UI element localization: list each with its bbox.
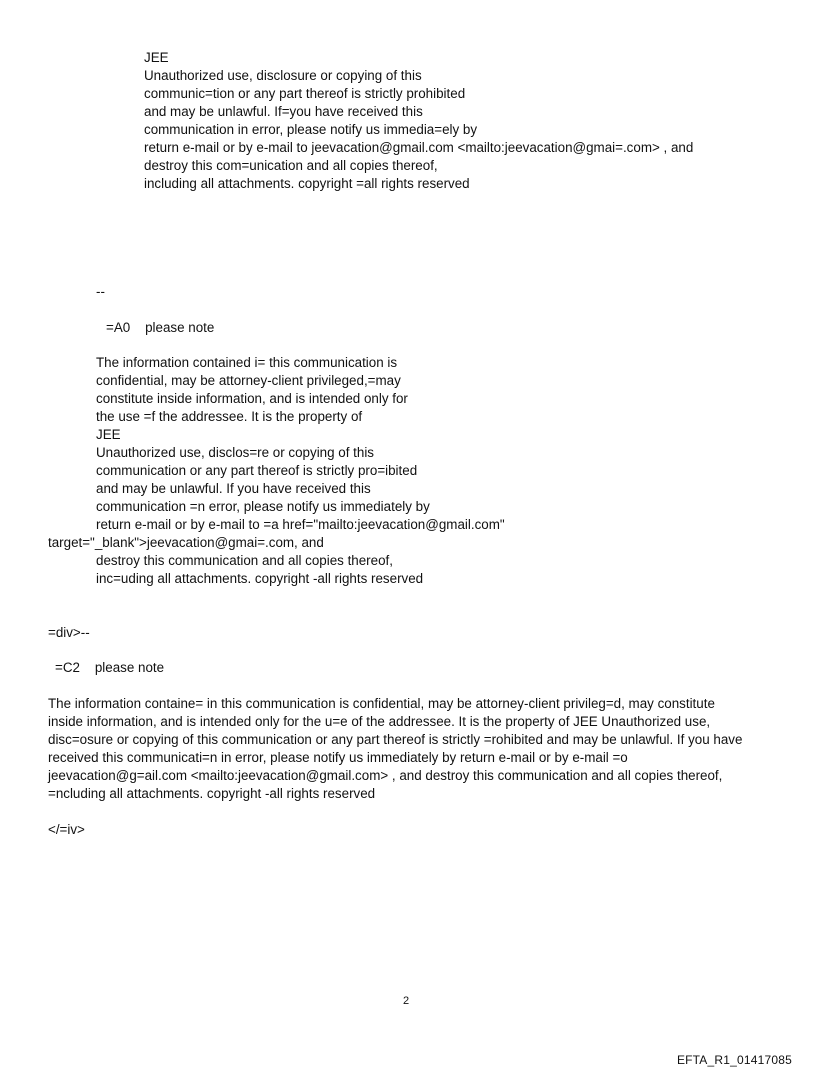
div-close-tag: </=iv>	[48, 822, 85, 837]
block1-line-1: JEE	[144, 50, 169, 65]
block2-line-10: return e-mail or by e-mail to =a href="mailto:jeevacation@gmail.com"	[96, 517, 505, 532]
separator-dashes: --	[96, 284, 105, 299]
block3-line-2: inside information, and is intended only for the u=e of the addressee. It is the property of JEE Unauthorized use,	[48, 714, 711, 729]
block2-line-9: communication =n error, please notify us immediately by	[96, 499, 430, 514]
block1-line-7: destroy this com=unication and all copies thereof,	[144, 158, 438, 173]
div-separator: =div>--	[48, 625, 90, 640]
note-heading-a0: =A0 please note	[106, 320, 215, 335]
block2-line-6: Unauthorized use, disclos=re or copying of this	[96, 445, 375, 460]
note-heading-c2: =C2 please note	[55, 660, 165, 675]
block1-line-4: and may be unlawful. If=you have received this	[144, 104, 423, 119]
document-id: EFTA_R1_01417085	[676, 1053, 792, 1067]
block3-line-1: The information containe= in this communication is confidential, may be attorney-client privileg=d, may constitute	[48, 696, 715, 711]
block2-line-2: confidential, may be attorney-client privileged,=may	[96, 373, 401, 388]
block2-line-5: JEE	[96, 427, 121, 442]
block1-line-5: communication in error, please notify us immedia=ely by	[144, 122, 478, 137]
block2-line-3: constitute inside information, and is intended only for	[96, 391, 408, 406]
block1-line-6: return e-mail or by e-mail to jeevacation@gmail.com <mailto:jeevacation@gmai=.com> , and	[144, 140, 694, 155]
block1-line-2: Unauthorized use, disclosure or copying of this	[144, 68, 422, 83]
block3-line-5: jeevacation@g=ail.com <mailto:jeevacation@gmail.com> , and destroy this communication and all copies thereof,	[48, 768, 723, 783]
block2-line-7: communication or any part thereof is strictly pro=ibited	[96, 463, 418, 478]
block3-line-4: received this communicati=n in error, please notify us immediately by return e-mail or by e-mail =o	[48, 750, 628, 765]
block2-line-12: destroy this communication and all copies thereof,	[96, 553, 393, 568]
block2-line-8: and may be unlawful. If you have received this	[96, 481, 371, 496]
block1-line-3: communic=tion or any part thereof is strictly prohibited	[144, 86, 466, 101]
block2-line-4: the use =f the addressee. It is the property of	[96, 409, 363, 424]
block3-line-6: =ncluding all attachments. copyright -all rights reserved	[48, 786, 376, 801]
page-number: 2	[403, 995, 410, 1007]
block2-target-line: target="_blank">jeevacation@gmai=.com, and	[48, 535, 324, 550]
block2-line-1: The information contained i= this communication is	[96, 355, 398, 370]
block2-line-13: inc=uding all attachments. copyright -all rights reserved	[96, 571, 424, 586]
block3-line-3: disc=osure or copying of this communication or any part thereof is strictly =rohibited and may be unlawful. If you have	[48, 732, 743, 747]
block1-line-8: including all attachments. copyright =all rights reserved	[144, 176, 470, 191]
